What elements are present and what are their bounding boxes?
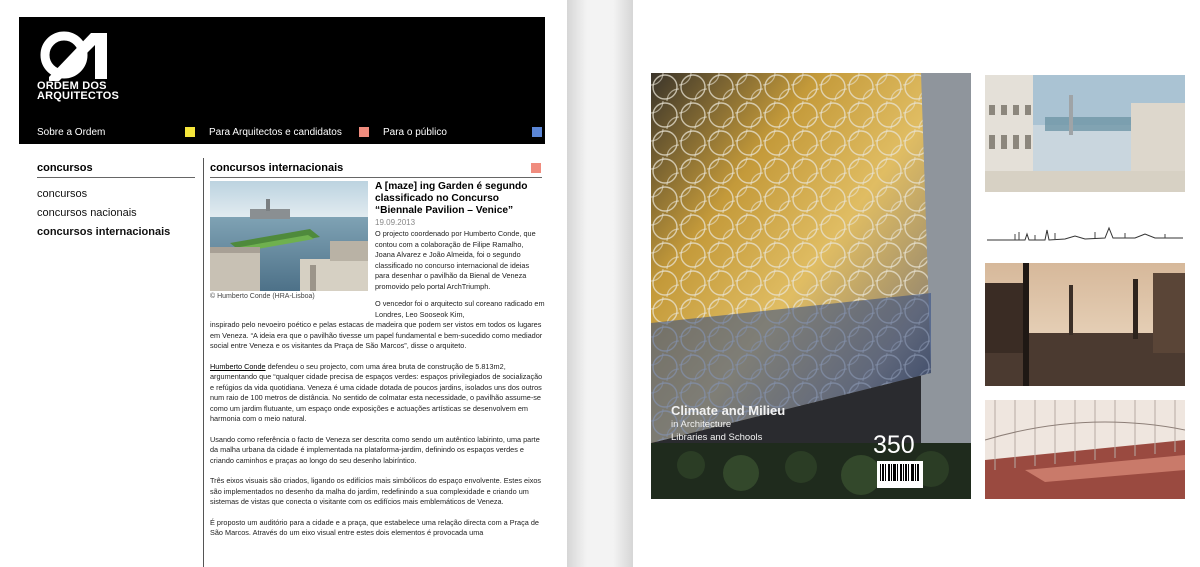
article-body [210, 320, 546, 549]
article-paragraph-4: Usando como referência o facto de Veneza ser descrita como sendo um autêntico labirinto, uma parte da malha urbana da cidade é implementada na plataforma-jardim, definindo os espaços verdes e criando caminhos e praças ao longo do seu desenho labiríntico. [210, 434, 540, 465]
author-link[interactable]: Humberto Conde [210, 361, 266, 371]
logo-text-line2: ARQUITECTOS [37, 90, 120, 102]
site-header [19, 17, 545, 144]
magazine-cover[interactable] [651, 73, 971, 499]
website-page [0, 0, 567, 567]
auditorium-render-image[interactable] [985, 400, 1185, 499]
salmon-square-icon [531, 163, 541, 173]
article-paragraph-6: É proposto um auditório para a cidade e a praça, que estabelece uma relação directa com a Praça de São Marcos. Através do um eixo visual entre estes dois elementos é provocada uma [210, 517, 539, 537]
cover-subtitle-2: Libraries and Schools [671, 432, 763, 443]
article-paragraph-2-start: O vencedor foi o arquitecto sul coreano radicado em Londres, Leo Sooseok Kim, [375, 299, 545, 319]
photo-caption: © Humberto Conde (HRA-Lisboa) [210, 293, 315, 300]
sidebar-link-nacionais[interactable]: concursos nacionais [37, 207, 137, 219]
column-divider [203, 158, 204, 567]
nav-item-sobre-a-ordem[interactable] [37, 120, 195, 144]
article-title: A [maze] ing Garden é segundo classificado no Concurso “Biennale Pavilion – Venice” [375, 181, 528, 216]
nav-item-arquitectos[interactable] [209, 120, 369, 144]
issue-number: 350 [873, 431, 915, 459]
page-gutter [567, 0, 633, 567]
nav-item-publico[interactable] [383, 120, 543, 144]
nav-item-label: Para Arquitectos e candidatos [209, 127, 342, 138]
article-paragraph-5: Três eixos visuais são criados, ligando os edifícios mais simbólicos do espaço envolvente. Estes eixos são implementados no desenho da malha do jardim, redefinindo a sua complexidade e criando um sistemas de vistas que conecta o visitante com os edifícios mais emblemáticos de Veneza. [210, 476, 542, 506]
sidebar-link-concursos[interactable]: concursos [37, 188, 88, 200]
sidebar-link-internacionais[interactable]: concursos internacionais [37, 226, 171, 238]
paragraph-3-text: defendeu o seu projecto, com uma área bruta de construção de 5.813m2, argumentando que “qualquer cidade precisa de espaços verdes: espaços privilegiados de socialização e refúgios da vida quotidiana. Veneza é uma cidade dotada de poucos jardins, isolados uns dos outros num raio de 100 metros de distância. No sentido de colmatar esta necessidade, o pavilhão assume-se como um jardim flutuante, um espaço onde exposições e actuações artísticas se desenvolvem em harmonia com o meio natural. [210, 361, 543, 423]
oa-logo-icon[interactable] [39, 29, 149, 81]
article-paragraph-3 [210, 362, 546, 425]
cover-subtitle-1: in Architecture [671, 419, 732, 430]
salmon-square-icon [359, 127, 369, 137]
main-nav [19, 120, 545, 144]
cover-text [671, 403, 785, 444]
nav-item-label: Sobre a Ordem [37, 127, 106, 138]
section-divider [210, 177, 542, 178]
article-intro: O projecto coordenado por Humberto Conde, que contou com a colaboração de Filipe Ramalho, Joana Alvarez e João Almeida, foi o segundo classificado no concurso internacional de ideias para desenhar o pavilhão da Bienal de Veneza promovido pelo portal ArchTriumph. [375, 229, 536, 291]
article-paragraph-2-end: inspirado pelo nevoeiro poético e pelas estacas de madeira que podem ser vistos em todos os lugares em Veneza. “A ideia era que o pavilhão tivesse um papel fundamental e bem-sucedido como mediador social entre Veneza e os visitantes da Praça de São Marcos”, disse o arquiteto. [210, 320, 543, 350]
venice-garden-photo[interactable] [210, 181, 368, 291]
sidebar-links [37, 185, 170, 242]
piazza-render-image[interactable] [985, 75, 1185, 192]
sidebar-title: concursos [37, 162, 93, 174]
sidebar-divider [37, 177, 195, 178]
magazine-page [633, 0, 1200, 567]
logo-text [37, 81, 119, 101]
nav-item-label: Para o público [383, 127, 447, 138]
blue-square-icon [532, 127, 542, 137]
cover-title: Climate and Milieu [671, 403, 786, 418]
section-title: concursos internacionais [210, 162, 344, 174]
skyline-sketch-image[interactable] [985, 216, 1185, 250]
yellow-square-icon [185, 127, 195, 137]
piazza-night-image[interactable] [985, 263, 1185, 386]
article-date: 19.09.2013 [375, 218, 416, 227]
barcode-icon [877, 461, 923, 488]
logo-text-line1: ORDEM DOS [37, 80, 107, 92]
